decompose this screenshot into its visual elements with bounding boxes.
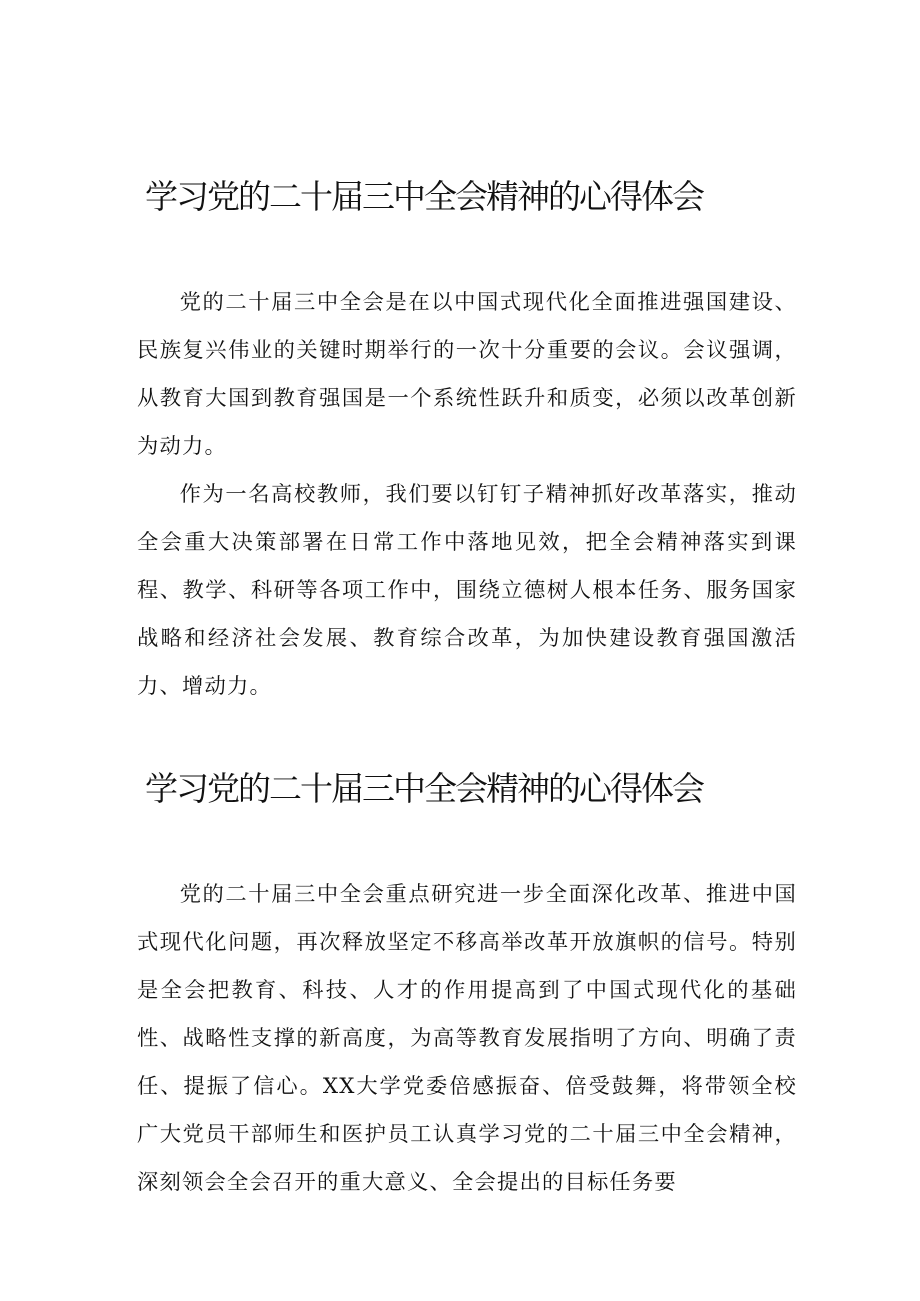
article-2	[137, 762, 797, 1207]
article-title: 学习党的二十届三中全会精神的心得体会	[145, 769, 703, 808]
article-paragraph: 作为一名高校教师，我们要以钉钉子精神抓好改革落实，推动全会重大决策部署在日常工作中落地见效，把全会精神落实到课程、教学、科研等各项工作中，围绕立德树人根本任务、服务国家战略和经济社会发展、教育综合改革，为加快建设教育强国激活力、增动力。	[137, 482, 797, 699]
article-1	[137, 170, 797, 711]
article-paragraph: 党的二十届三中全会是在以中国式现代化全面推进强国建设、民族复兴伟业的关键时期举行的一次十分重要的会议。会议强调，从教育大国到教育强国是一个系统性跃升和质变，必须以改革创新为动力。	[137, 290, 797, 459]
article-paragraph: 党的二十届三中全会重点研究进一步全面深化改革、推进中国式现代化问题，再次释放坚定不移高举改革开放旗帜的信号。特别是全会把教育、科技、人才的作用提高到了中国式现代化的基础性、战略性支撑的新高度，为高等教育发展指明了方向、明确了责任、提振了信心。XX大学党委倍感振奋、倍受鼓舞，将带领全校广大党员干部师生和医护员工认真学习党的二十届三中全会精神，深刻领会全会召开的重大意义、全会提出的目标任务要	[137, 882, 797, 1195]
article-title: 学习党的二十届三中全会精神的心得体会	[145, 177, 703, 216]
